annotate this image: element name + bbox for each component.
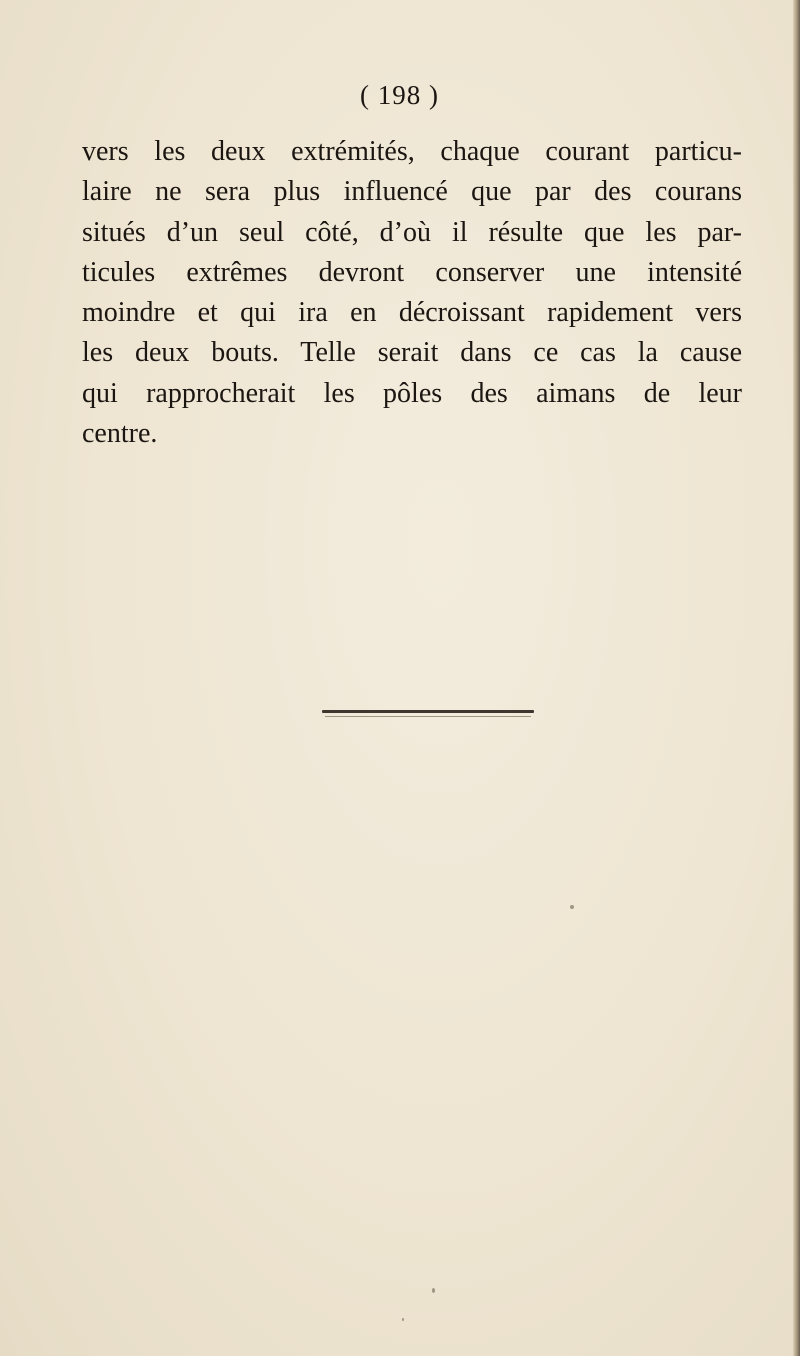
section-end-rule-shadow: [325, 716, 531, 717]
text-line: laire ne sera plus influencé que par des courans: [82, 176, 742, 208]
text-line: vers les deux extrémités, chaque courant particu-: [82, 136, 742, 167]
section-end-rule: [322, 710, 534, 713]
text-line: situés d’un seul côté, d’où il résulte que les par-: [82, 216, 742, 248]
paper-speck: [432, 1288, 435, 1293]
text-line: les deux bouts. Telle serait dans ce cas la cause: [82, 337, 742, 369]
paper-speck: [570, 905, 574, 909]
paper-speck: [402, 1318, 404, 1321]
text-line: ticules extrêmes devront conserver une intensité: [82, 256, 742, 288]
text-line: moindre et qui ira en décroissant rapidement vers: [82, 297, 742, 329]
page-number: ( 198 ): [360, 80, 439, 110]
page-edge-shadow: [793, 0, 800, 1356]
text-line: centre.: [82, 418, 158, 450]
text-line: qui rapprocherait les pôles des aimans de leur: [82, 377, 742, 409]
body-text: [82, 132, 742, 454]
